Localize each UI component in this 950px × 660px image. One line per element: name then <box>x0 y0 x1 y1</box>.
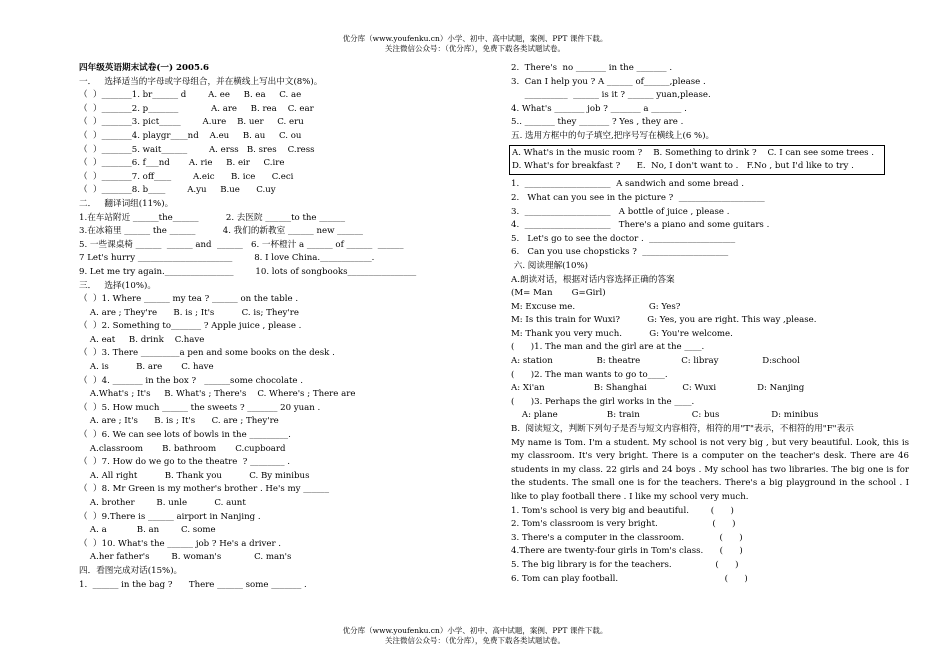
exam-line: ( )1. The man and the girl are at the ____. <box>511 342 705 353</box>
footer-line-1: 优分库（www.youfenku.cn）小学、初中、高中试题，案例、PPT 课件下载。 <box>342 626 608 635</box>
exam-line: （ ）_______5. wait______ A. erss B. sres C.ress <box>79 144 315 155</box>
exam-line: （ ）4. _______ in the box ? ______some chocolate . <box>79 375 303 386</box>
reading-passage: My name is Tom. I'm a student. My school is not very big , but very beautiful. Look, this is my classroom. It's very bright. There is a computer on the teacher's desk. There are 46 students in my class. 22 girls and 24 boys . My school has two libraries. The big one is for the students. The small one is for the teachers. There's a big playground in the school . I like to play football there . I like my school very much. <box>511 437 909 502</box>
exam-line: 4. What's _______ job ? _______ a _______ . <box>511 103 687 114</box>
exam-line: （ ）_______6. f___nd A. rie B. eir C.ire <box>79 158 285 169</box>
exam-line: A.her father's B. woman's C. man's <box>79 552 292 563</box>
exam-line: （ ）_______7. off____ A.eic B. ice C.eci <box>79 171 294 182</box>
exam-line: 2. There's no _______ in the _______ . <box>511 63 673 73</box>
exam-line: 六. 阅读理解(10%) <box>511 260 588 271</box>
exam-line: （ ）7. How do we go to the theatre ? ________ . <box>79 457 290 468</box>
reading-section <box>511 178 911 436</box>
tf-question: 5. The big library is for the teachers. ( ) <box>511 559 739 570</box>
exam-line: （ ）6. We can see lots of bowls in the _________. <box>79 430 291 441</box>
exam-line: (M= Man G=Girl) <box>511 288 606 299</box>
exam-line: M: Excuse me. G: Yes? <box>511 301 681 312</box>
exam-line: 二． 翻译词组(11%)。 <box>79 198 174 209</box>
exam-line: B. 阅读短文，判断下列句子是否与短文内容相符，相符的用"T"表示，不相符的用"F"表示 <box>511 424 854 435</box>
exam-line: ( )2. The man wants to go to____. <box>511 369 668 380</box>
exam-line: M: Is this train for Wuxi? G: Yes, you are right. This way ,please. <box>511 315 817 326</box>
exam-line: A. a B. an C. some <box>79 525 216 536</box>
exam-line: 6. Can you use chopsticks ? ____________________ <box>511 247 729 258</box>
exam-line: （ ）8. Mr Green is my mother's brother . He's my ______ <box>79 484 330 495</box>
exam-line: __________ ______ is it ? ______ yuan,please. <box>511 90 711 101</box>
right-column <box>511 62 911 586</box>
exam-line: A: station B: theatre C: libray D:school <box>511 356 800 367</box>
exam-line: A: plane B: train C: bus D: minibus <box>511 410 819 421</box>
option-line: D. What's for breakfast ? E. No, I don't want to . F.No , but I'd like to try . <box>512 160 854 171</box>
exam-line: （ ）2. Something to_______ ? Apple juice , please . <box>79 321 302 332</box>
tf-question: 6. Tom can play football. ( ) <box>511 573 748 584</box>
exam-line: ( )3. Perhaps the girl works in the ____. <box>511 396 695 407</box>
exam-line: A.classroom B. bathroom C.cupboard <box>79 443 286 454</box>
exam-line: A: Xi'an B: Shanghai C: Wuxi D: Nanjing <box>511 383 805 394</box>
left-column <box>79 62 479 592</box>
exam-line: 1. ______ in the bag ? There ______ some _______ . <box>79 579 307 590</box>
exam-line: 5. Let's go to see the doctor . ____________________ <box>511 233 736 244</box>
exam-line: 一． 选择适当的字母或字母组合，并在横线上写出中文(8%)。 <box>79 76 323 87</box>
exam-line: M: Thank you very much. G: You're welcome. <box>511 328 733 339</box>
exam-line: 3. Can I help you ? A ______ of______,please . <box>511 76 706 87</box>
exam-title: 四年级英语期末试卷(一) 2005.6 <box>79 63 209 73</box>
exam-line: A.What's ; It's B. What's ; There's C. Where's ; There are <box>79 389 356 400</box>
header-line-2: 关注微信公众号：（优分库），免费下载各类试题试卷。 <box>385 43 565 53</box>
exam-line: （ ）10. What's the ______ job ? He's a driver . <box>79 538 282 549</box>
exam-line: 7 Let's hurry ______________________ 8. I love China.____________. <box>79 253 375 264</box>
exam-line: A. brother B. unle C. aunt <box>79 498 246 508</box>
exam-line: （ ）1. Where ______ my tea ? ______ on the table . <box>79 294 299 305</box>
exam-line: （ ）_______4. playgr____nd A.eu B. au C. ou <box>79 130 302 141</box>
exam-line: A. All right B. Thank you C. By minibus <box>79 470 310 481</box>
exam-line: 五. 选用方框中的句子填空,把序号写在横线上(6 %)。 <box>511 130 715 141</box>
option-line: A. What's in the music room ? B. Something to drink ? C. I can see some trees . <box>512 147 875 158</box>
exam-line: 5.. _______ they _______ ? Yes , they are . <box>511 117 684 128</box>
exam-line: 1.在车站附近 ______the______ 2. 去医院 ______to the ______ <box>79 212 346 223</box>
exam-line: A. is B. are C. have <box>79 362 214 373</box>
tf-question: 1. Tom's school is very big and beautiful. ( ) <box>511 505 734 516</box>
exam-line: （ ）9.There is ______ airport in Nanjing . <box>79 511 261 522</box>
exam-line: （ ）_______8. b____ A.yu B.ue C.uy <box>79 185 276 196</box>
exam-line: 2. What can you see in the picture ? ____________________ <box>511 192 765 203</box>
exam-line: 3.在冰箱里 ______ the ______ 4. 我们的新教室 ______ new ______ <box>79 226 363 237</box>
page-header <box>0 34 950 53</box>
exam-line: A. are ; They're B. is ; It's C. is; They're <box>79 307 299 318</box>
exam-line: A. eat B. drink C.have <box>79 334 205 345</box>
page-footer <box>0 626 950 645</box>
exam-line: （ ）_______2. p_______ A. are B. rea C. ear <box>79 103 314 114</box>
dialogue-completion-continued <box>511 62 911 144</box>
footer-line-2: 关注微信公众号：（优分库），免费下载各类试题试卷。 <box>385 635 565 645</box>
true-false-questions <box>511 505 911 587</box>
exam-line: A. are ; It's B. is ; It's C. are ; They're <box>79 416 279 427</box>
tf-question: 3. There's a computer in the classroom. ( ) <box>511 532 743 543</box>
exam-line: （ ）5. How much ______ the sweets ? _______ 20 yuan . <box>79 402 321 413</box>
exam-line: 5. 一些课桌椅 ______ ______ and ______ 6. 一杯橙汁 a ______ of ______ ______ <box>79 239 404 250</box>
exam-line: 4. ____________________ There's a piano and some guitars . <box>511 220 770 231</box>
exam-line: （ ）3. There _________a pen and some books on the desk . <box>79 348 335 359</box>
exam-line: 三． 选择(10%)。 <box>79 280 156 291</box>
tf-question: 2. Tom's classroom is very bright. ( ) <box>511 519 736 530</box>
exam-line: 9. Let me try again.________________ 10. lots of songbooks________________ <box>79 266 417 277</box>
tf-question: 4.There are twenty-four girls in Tom's class. ( ) <box>511 546 743 557</box>
exam-line: （ ）_______3. pict_____ A.ure B. uer C. eru <box>79 117 304 128</box>
header-line-1: 优分库（www.youfenku.cn）小学、初中、高中试题，案例、PPT 课件下载。 <box>342 34 608 43</box>
exam-line: （ ）_______1. br______ d A. ee B. ea C. ae <box>79 90 302 101</box>
sentence-choice-box <box>509 145 885 176</box>
exam-line: 3. ____________________ A bottle of juice , please . <box>511 206 730 217</box>
exam-line: A.朗读对话，根据对话内容选择正确的答案 <box>511 274 675 285</box>
exam-line: 四．看图完成对话(15%)。 <box>79 565 183 576</box>
exam-line: 1. ____________________ A sandwich and some bread . <box>511 179 744 190</box>
